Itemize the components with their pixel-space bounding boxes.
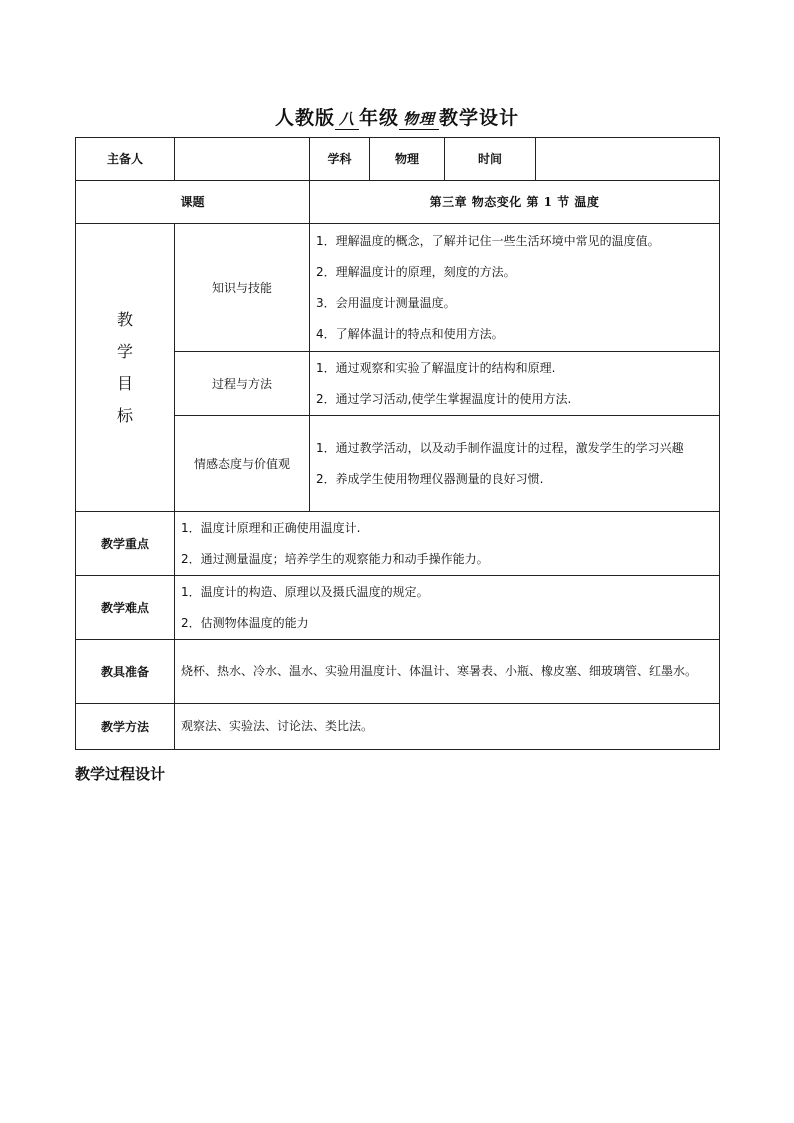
subject-value: 物理	[370, 138, 445, 181]
list-item: 1．温度计的构造、原理以及摄氏温度的规定。	[181, 584, 429, 599]
key-points-content	[175, 512, 720, 576]
methods-content	[175, 704, 720, 750]
list-item: 1．温度计原理和正确使用温度计.	[181, 520, 361, 535]
list-item: 4．了解体温计的特点和使用方法。	[316, 326, 504, 341]
difficulties-label: 教学难点	[76, 576, 175, 640]
time-value	[536, 138, 720, 181]
topic-value: 第三章 物态变化 第 1 节 温度	[310, 181, 720, 224]
methods-text: 观察法、实验法、讨论法、类比法。	[181, 719, 374, 733]
title-suffix: 教学设计	[439, 107, 520, 129]
process-methods-content	[310, 352, 720, 416]
difficulties-content	[175, 576, 720, 640]
objectives-label-char: 学	[116, 341, 133, 361]
equipment-content	[175, 640, 720, 704]
objectives-label-char: 目	[116, 373, 133, 393]
objectives-label-char: 教	[116, 309, 133, 329]
table-row	[76, 512, 720, 576]
list-item: 1．理解温度的概念，了解并记住一些生活环境中常见的温度值。	[316, 233, 660, 248]
objectives-label-char: 标	[116, 405, 133, 425]
title-mid: 年级	[358, 107, 399, 129]
list-item: 1．通过观察和实验了解温度计的结构和原理.	[316, 360, 556, 375]
subject-label: 学科	[310, 138, 370, 181]
title-prefix: 人教版	[274, 107, 335, 129]
key-points-label: 教学重点	[76, 512, 175, 576]
section-heading: 教学过程设计	[75, 765, 166, 783]
table-row	[76, 704, 720, 750]
list-item: 2．通过学习活动,使学生掌握温度计的使用方法.	[316, 391, 572, 406]
subject-fill: 物理	[399, 108, 439, 130]
list-item: 2．估测物体温度的能力	[181, 615, 309, 630]
list-item: 2．理解温度计的原理，刻度的方法。	[316, 264, 516, 279]
equipment-label: 教具准备	[76, 640, 175, 704]
grade-fill: 八	[335, 108, 359, 130]
attitude-values-content	[310, 416, 720, 512]
table-row	[76, 640, 720, 704]
list-item: 2．通过测量温度；培养学生的观察能力和动手操作能力。	[181, 551, 489, 566]
time-label: 时间	[445, 138, 536, 181]
knowledge-skills-content	[310, 224, 720, 352]
document-title	[0, 103, 794, 130]
table-row	[76, 224, 720, 352]
list-item: 2．养成学生使用物理仪器测量的良好习惯.	[316, 471, 544, 486]
lesson-plan-table	[75, 137, 720, 750]
process-methods-label: 过程与方法	[175, 352, 310, 416]
list-item: 1．通过教学活动，以及动手制作温度计的过程，激发学生的学习兴趣	[316, 440, 684, 455]
attitude-values-label: 情感态度与价值观	[175, 416, 310, 512]
topic-label: 课题	[76, 181, 310, 224]
preparer-value	[175, 138, 310, 181]
preparer-label: 主备人	[76, 138, 175, 181]
knowledge-skills-label: 知识与技能	[175, 224, 310, 352]
list-item: 3．会用温度计测量温度。	[316, 295, 456, 310]
table-row	[76, 576, 720, 640]
table-row	[76, 138, 720, 181]
table-row	[76, 181, 720, 224]
objectives-label	[76, 224, 175, 512]
equipment-text: 烧杯、热水、冷水、温水、实验用温度计、体温计、寒暑表、小瓶、橡皮塞、细玻璃管、红墨水。	[181, 664, 698, 678]
methods-label: 教学方法	[76, 704, 175, 750]
